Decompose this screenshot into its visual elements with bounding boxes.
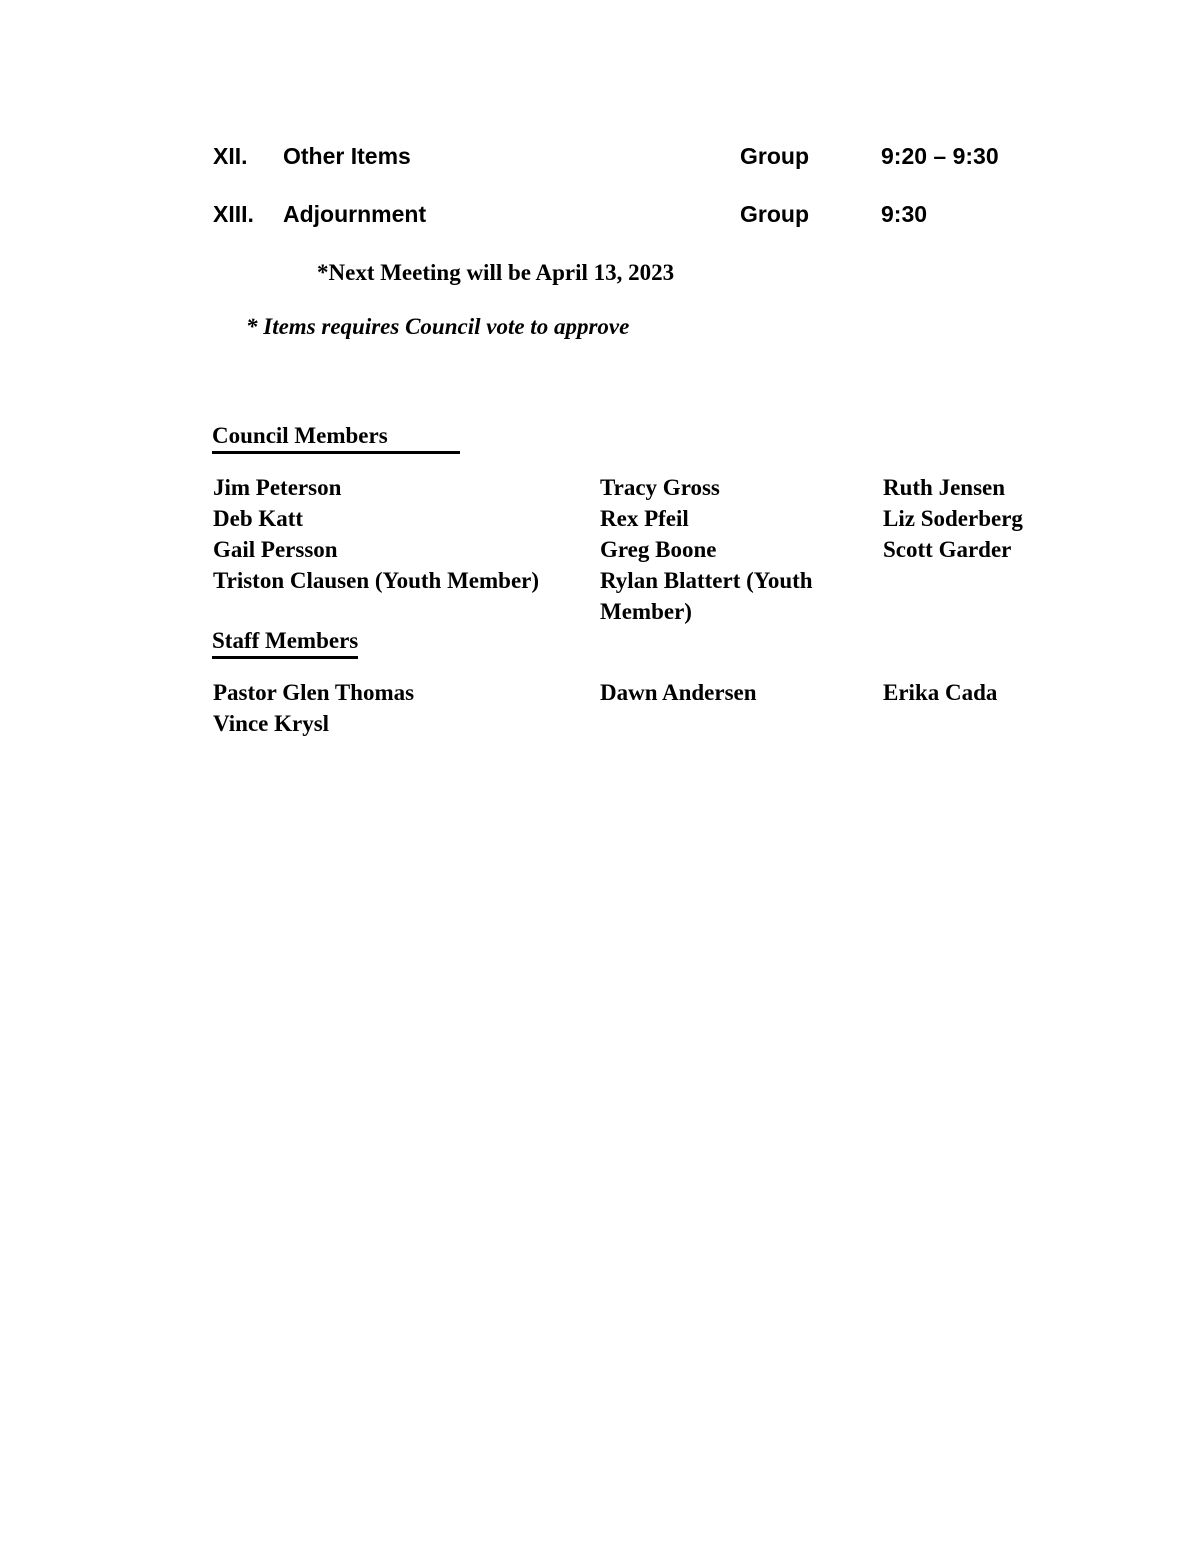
- agenda-item-owner: Group: [740, 201, 809, 227]
- member-name: [883, 565, 1200, 627]
- member-row: [0, 534, 1200, 565]
- council-members-heading: [212, 420, 460, 454]
- staff-members-list: [0, 677, 1200, 739]
- member-row: [0, 708, 1200, 739]
- member-name: [883, 708, 1200, 739]
- member-name: Rylan Blattert (Youth Member): [600, 568, 813, 624]
- member-name: Pastor Glen Thomas: [213, 680, 415, 705]
- council-members-list: [0, 472, 1200, 624]
- member-row: [0, 503, 1200, 534]
- member-name: Jim Peterson: [213, 475, 342, 500]
- agenda-item-numeral: XIII.: [213, 201, 254, 227]
- vote-requirement-note: * Items requires Council vote to approve: [246, 314, 630, 339]
- agenda-item-time: 9:20 – 9:30: [881, 143, 999, 169]
- member-row: [0, 565, 1200, 624]
- agenda-item-title: Other Items: [283, 143, 411, 169]
- agenda-item-row: [0, 141, 1200, 172]
- member-name: Rex Pfeil: [600, 506, 689, 531]
- member-name: Tracy Gross: [600, 475, 720, 500]
- agenda-item-owner: Group: [740, 143, 809, 169]
- member-name: Scott Garder: [883, 537, 1012, 562]
- member-name: Vince Krysl: [213, 711, 330, 736]
- member-name: Gail Persson: [213, 537, 338, 562]
- agenda-item-numeral: XII.: [213, 143, 248, 169]
- next-meeting-note: *Next Meeting will be April 13, 2023: [317, 260, 675, 285]
- member-name: Deb Katt: [213, 506, 304, 531]
- staff-members-heading: [212, 625, 358, 659]
- agenda-item-time: 9:30: [881, 201, 928, 227]
- member-name: Liz Soderberg: [883, 506, 1023, 531]
- agenda-item-row: [0, 199, 1200, 230]
- member-name: Triston Clausen (Youth Member): [213, 568, 540, 593]
- agenda-item-title: Adjournment: [283, 201, 427, 227]
- staff-members-heading-text: Staff Members: [212, 625, 358, 659]
- member-name: Erika Cada: [883, 680, 998, 705]
- member-name: Dawn Andersen: [600, 680, 757, 705]
- member-row: [0, 677, 1200, 708]
- member-name: Ruth Jensen: [883, 475, 1006, 500]
- member-name: Greg Boone: [600, 537, 717, 562]
- member-name: [600, 708, 883, 739]
- council-members-heading-text: Council Members: [212, 420, 460, 454]
- member-row: [0, 472, 1200, 503]
